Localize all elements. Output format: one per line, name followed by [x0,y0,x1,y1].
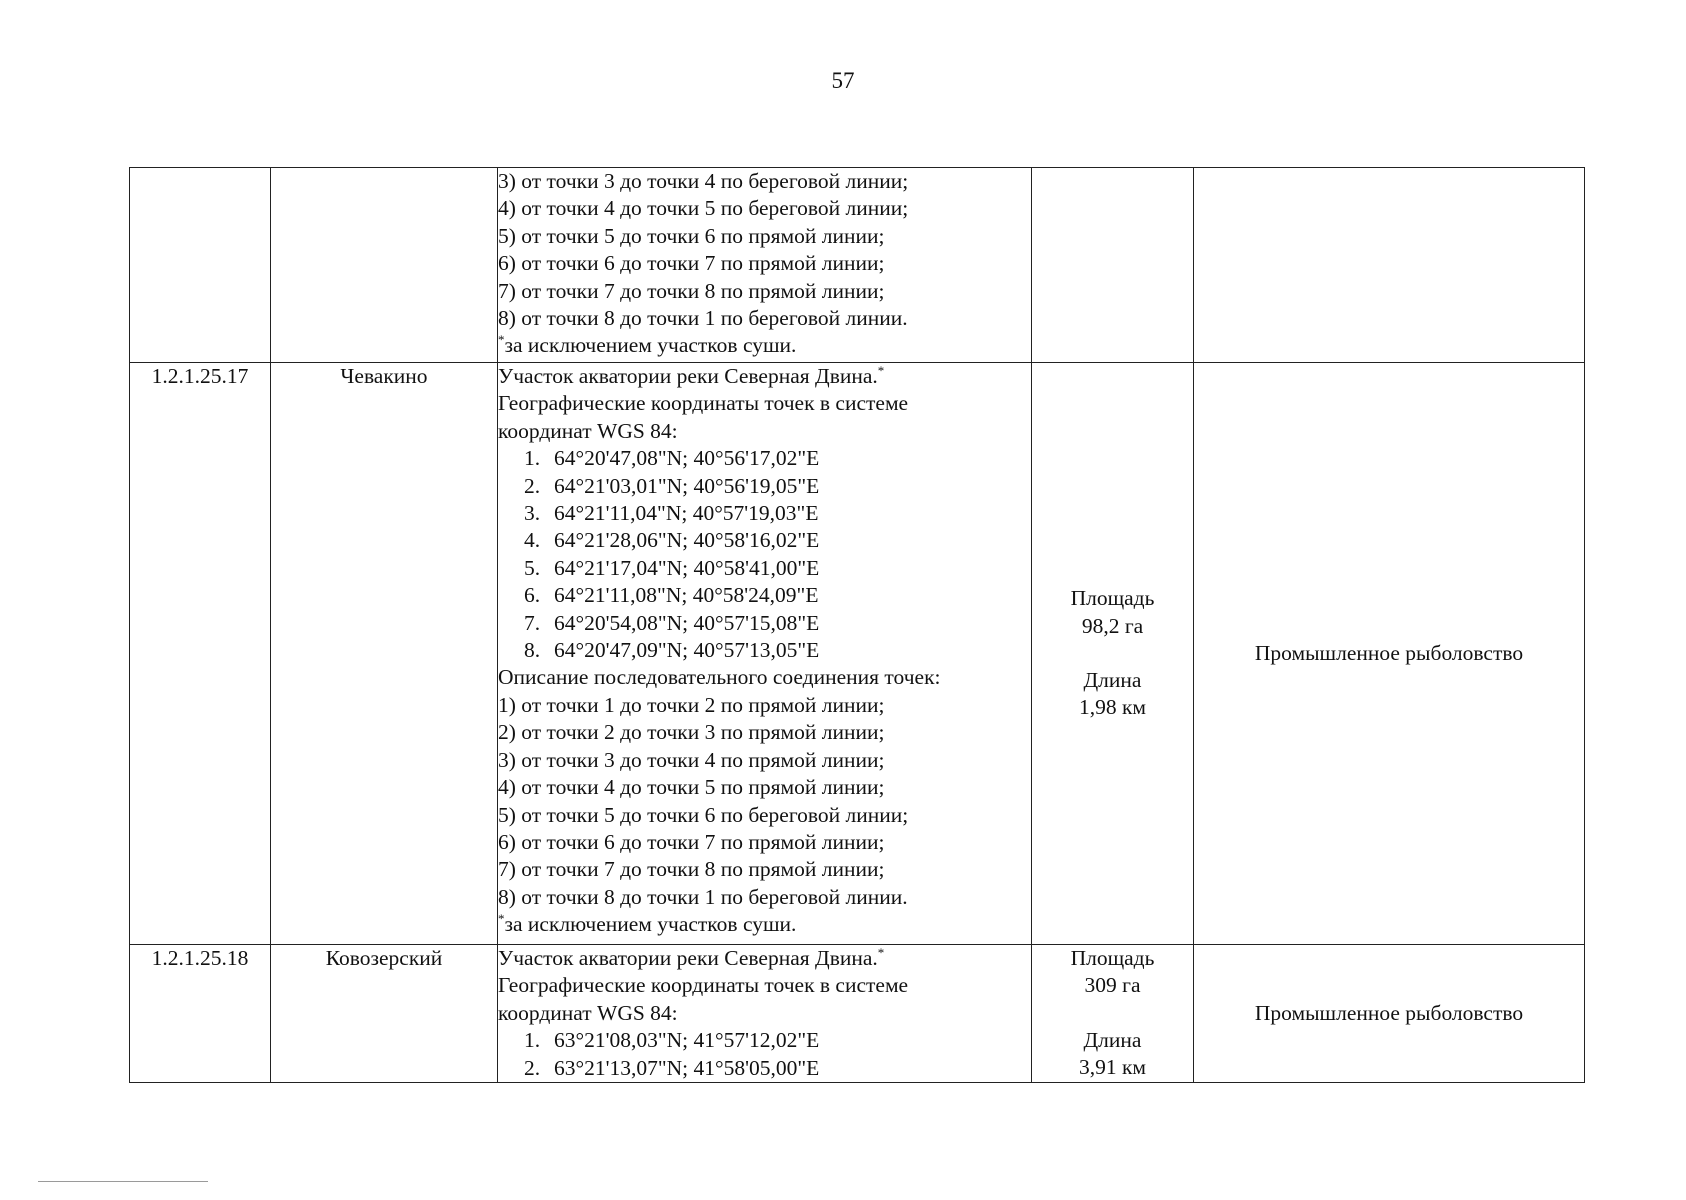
area-value: 309 га [1084,973,1141,998]
connection-line: 8) от точки 8 до точки 1 по береговой линии. [498,884,908,909]
table-row-continuation [130,168,1585,363]
cell-size [1032,363,1194,945]
coordinate-point: 4. 64°21'28,06"N; 40°58'16,02"E [524,528,820,553]
area-label: Площадь [1070,946,1155,970]
coordinate-point: 2. 63°21'13,07"N; 41°58'05,00"E [524,1055,820,1080]
connection-line: 4) от точки 4 до точки 5 по прямой линии; [498,775,885,800]
footnote-text: за исключением участков суши. [504,912,797,937]
connection-line: 3) от точки 3 до точки 4 по прямой линии; [498,747,885,772]
coordinate-point: 5. 64°21'17,04"N; 40°58'41,00"E [524,555,820,580]
area-value: 98,2 га [1081,613,1144,638]
coordinate-point: 7. 64°20'54,08"N; 40°57'15,08"E [524,610,820,635]
cell-code: 1.2.1.25.17 [130,363,271,945]
page-number: 57 [831,68,855,93]
coordinate-point: 1. 64°20'47,08"N; 40°56'17,02"E [524,446,820,471]
cell-size [1032,945,1194,1083]
area-title: Участок акватории реки Северная Двина.* [498,945,885,970]
connection-line: 5) от точки 5 до точки 6 по прямой линии; [498,223,885,248]
cell-use [1194,168,1585,363]
table-row-1-2-1-25-17 [130,363,1585,945]
connection-line: 7) от точки 7 до точки 8 по прямой линии; [498,857,885,882]
coordinate-point: 6. 64°21'11,08"N; 40°58'24,09"E [524,583,819,608]
title-mark: * [877,363,885,378]
footnote [498,332,1031,359]
coordinate-point: 2. 64°21'03,01"N; 40°56'19,05"E [524,473,820,498]
connection-line: 1) от точки 1 до точки 2 по прямой линии; [498,692,885,717]
connection-line: 5) от точки 5 до точки 6 по береговой линии; [498,802,909,827]
length-label: Длина [1083,1027,1142,1052]
footnote-mark: * [498,911,505,927]
area-title: Участок акватории реки Северная Двина.* [498,363,885,388]
table-row-1-2-1-25-18 [130,945,1585,1083]
area-label: Площадь [1070,586,1155,611]
coord-intro: координат WGS 84: [498,418,678,443]
footnote-mark: * [498,332,505,348]
connection-title: Описание последовательного соединения точек: [498,665,941,690]
cell-use: Промышленное рыболовство [1194,363,1585,945]
cell-description [498,945,1032,1083]
cell-name: Ковозерский [271,945,498,1083]
footnote-divider [38,1181,208,1182]
title-mark: * [877,945,885,960]
connection-line: 6) от точки 6 до точки 7 по прямой линии; [498,829,885,854]
connection-line: 3) от точки 3 до точки 4 по береговой линии; [498,169,909,193]
coord-intro: координат WGS 84: [498,1000,678,1025]
length-value: 3,91 км [1078,1055,1147,1080]
length-value: 1,98 км [1078,695,1147,720]
cell-size [1032,168,1194,363]
cell-name [271,168,498,363]
connection-line: 6) от точки 6 до точки 7 по прямой линии; [498,251,885,276]
footnote [498,911,1031,938]
cell-name: Чевакино [271,363,498,945]
footnote-text: за исключением участков суши. [504,333,797,358]
cell-code [130,168,271,363]
cell-description [498,363,1032,945]
coordinate-point: 8. 64°20'47,09"N; 40°57'13,05"E [524,638,820,663]
connection-line: 7) от точки 7 до точки 8 по прямой линии; [498,278,885,303]
coord-intro: Географические координаты точек в системе [498,391,909,416]
connection-line: 4) от точки 4 до точки 5 по береговой линии; [498,196,909,221]
cell-description [498,168,1032,363]
cell-code: 1.2.1.25.18 [130,945,271,1083]
coord-intro: Географические координаты точек в системе [498,973,909,998]
length-label: Длина [1083,668,1142,692]
connection-line: 2) от точки 2 до точки 3 по прямой линии; [498,720,885,745]
connection-line: 8) от точки 8 до точки 1 по береговой линии. [498,306,908,331]
coordinate-point: 1. 63°21'08,03"N; 41°57'12,02"E [524,1028,820,1053]
coordinate-point: 3. 64°21'11,04"N; 40°57'19,03"E [524,501,819,526]
cell-use: Промышленное рыболовство [1194,945,1585,1083]
water-areas-table [129,167,1585,1083]
